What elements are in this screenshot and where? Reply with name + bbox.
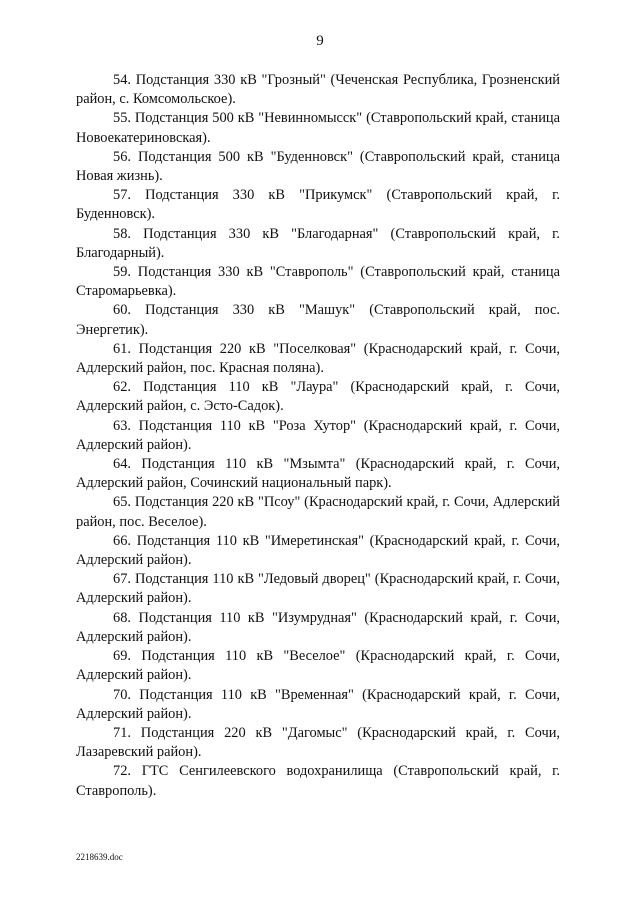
list-item: 64. Подстанция 110 кВ "Мзымта" (Краснодарский край, г. Сочи, Адлерский район, Сочинский национальный парк). <box>76 456 560 492</box>
document-id: 2218639.doc <box>76 852 123 862</box>
list-item: 68. Подстанция 110 кВ "Изумрудная" (Краснодарский край, г. Сочи, Адлерский район). <box>76 609 560 645</box>
list-item: 61. Подстанция 220 кВ "Поселковая" (Краснодарский край, г. Сочи, Адлерский район, пос. Красная поляна). <box>76 340 560 377</box>
list-item: 60. Подстанция 330 кВ "Машук" (Ставропольский край, пос. Энергетик). <box>76 302 560 338</box>
list-item: 63. Подстанция 110 кВ "Роза Хутор" (Краснодарский край, г. Сочи, Адлерский район). <box>76 417 560 453</box>
page-number: 9 <box>316 33 324 49</box>
list-item: 59. Подстанция 330 кВ "Ставрополь" (Ставропольский край, станица Старомарьевка). <box>76 264 560 300</box>
list-item: 55. Подстанция 500 кВ "Невинномысск" (Ставропольский край, станица Новоекатериновская). <box>76 110 560 146</box>
list-item: 62. Подстанция 110 кВ "Лаура" (Краснодарский край, г. Сочи, Адлерский район, с. Эсто-Садок). <box>76 379 560 415</box>
list-item: 67. Подстанция 110 кВ "Ледовый дворец" (Краснодарский край, г. Сочи, Адлерский район). <box>76 571 560 607</box>
list-item: 57. Подстанция 330 кВ "Прикумск" (Ставропольский край, г. Буденновск). <box>76 187 560 223</box>
list-item: 72. ГТС Сенгилеевского водохранилища (Ставропольский край, г. Ставрополь). <box>76 763 560 799</box>
list-item: 70. Подстанция 110 кВ "Временная" (Краснодарский край, г. Сочи, Адлерский район). <box>76 686 560 722</box>
list-item: 54. Подстанция 330 кВ "Грозный" (Чеченская Республика, Грозненский район, с. Комсомольское). <box>76 72 560 108</box>
list-item: 71. Подстанция 220 кВ "Дагомыс" (Краснодарский край, г. Сочи, Лазаревский район). <box>76 724 560 761</box>
list-item: 69. Подстанция 110 кВ "Веселое" (Краснодарский край, г. Сочи, Адлерский район). <box>76 648 560 684</box>
list-item: 56. Подстанция 500 кВ "Буденновск" (Ставропольский край, станица Новая жизнь). <box>76 148 560 185</box>
list-item: 66. Подстанция 110 кВ "Имеретинская" (Краснодарский край, г. Сочи, Адлерский район). <box>76 532 560 569</box>
list-item: 58. Подстанция 330 кВ "Благодарная" (Ставропольский край, г. Благодарный). <box>76 225 560 261</box>
document-body <box>76 71 560 801</box>
list-item: 65. Подстанция 220 кВ "Псоу" (Краснодарский край, г. Сочи, Адлерский район, пос. Веселое). <box>76 494 560 530</box>
